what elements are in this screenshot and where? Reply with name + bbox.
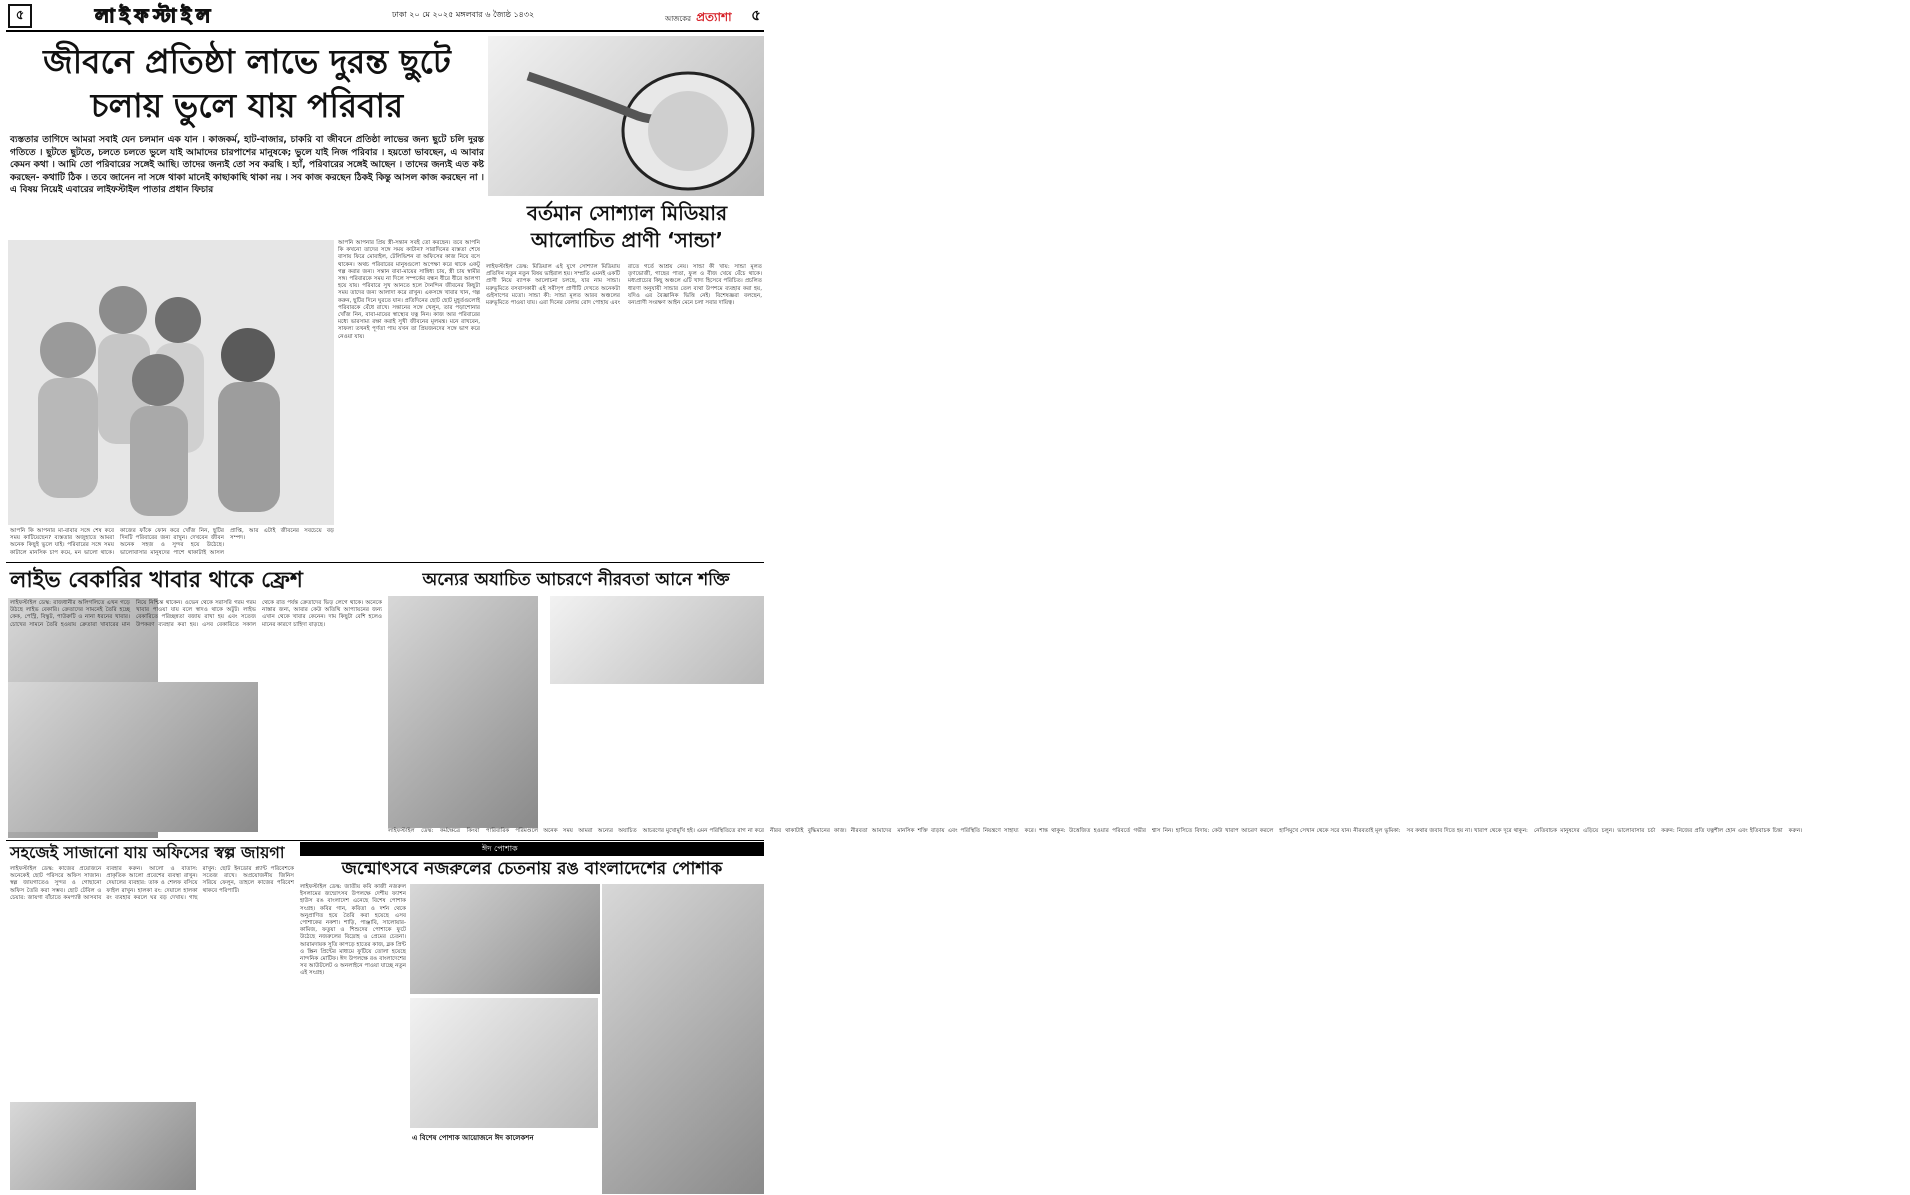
silence-body: লাইফস্টাইল ডেস্ক: কর্মক্ষেত্রে কিংবা পারিবারিক পরিমণ্ডলে অনেক সময় আমরা অন্যের অযাচিত আচরণের মুখোমুখি হই। এমন পরিস্থিতিতে রাগ না করে নীরব থাকাটাই বুদ্ধিমানের কাজ। নীরবতা আমাদের মানসিক শক্তি বাড়ায় এবং পরিস্থিতি নিয়ন্ত্রণে সাহায্য করে। শান্ত থাকুন: উত্তেজিত হওয়ার পরিবর্তে গভীর শ্বাস নিন। হাসিতে বিদায়: কেউ খারাপ আচরণ করলে হাসিমুখে সেখান থেকে সরে যান। নীরবতাই মূল ভূমিকা: সব কথার জবাব দিতে হয় না। খারাপ থেকে দূরে থাকুন: নেতিবাচক মানুষদের এড়িয়ে চলুন। ভালোবাসার চর্চা করুন: নিজের প্রতি যত্নশীল হোন এবং ইতিবাচক চিন্তা করুন। bbox=[388, 828, 1803, 834]
sanda-headline bbox=[490, 200, 764, 254]
eid-strip-label: ঈদ পোশাক bbox=[482, 844, 518, 853]
lizard-photo bbox=[488, 36, 764, 196]
eid-model-photo-3 bbox=[602, 884, 764, 1194]
family-illustration bbox=[8, 240, 334, 525]
eid-subhead: এ বিশেষ পোশাক আয়োজনে ঈদ কালেকশন bbox=[412, 1134, 534, 1142]
paper-prefix: আজকের bbox=[665, 15, 691, 23]
sanda-headline-line-2: আলোচিত প্রাণী ‘সান্ডা’ bbox=[530, 228, 724, 252]
page-number-right: ৫ bbox=[751, 6, 761, 24]
eid-headline: জন্মোৎসবে নজরুলের চেতনায় রঙ বাংলাদেশের পোশাক bbox=[341, 859, 723, 879]
section-rule-1 bbox=[6, 562, 764, 563]
lead-intro: ব্যস্ততার তাগিদে আমরা সবাই যেন চলমান এক যান । কাজকর্ম, হাট-বাজার, চাকরি বা জীবনে প্রতিষ্ঠা লাভের জন্য ছুটে চলি দুরন্ত গতিতে । ছুটতে ছুটতে, চলতে চলতে ভুলে যাই আমাদের চারপাশের মানুষকে; ভুলে যাই নিজ পরিবার । হয়তো ভাবছেন, এ আবার কেমন কথা । আমি তো পরিবারের সঙ্গেই আছি। তাদের জন্যই তো সব করছি । হ্যাঁ, পরিবারের সঙ্গেই আছেন । তাদের জন্যই এত কষ্ট করছেন- কথাটি ঠিক । তবে জানেন না সঙ্গে থাকা মানেই কাছাকাছি থাকা নয় । সব কাজ করছেন ঠিকই কিন্তু আসল কাজ করছেন না । এ বিষয় নিয়েই এবারের লাইফস্টাইল পাতার প্রধান ফিচার bbox=[10, 135, 484, 195]
silence-headline: অন্যের অযাচিত আচরণে নীরবতা আনে শক্তি bbox=[422, 570, 730, 590]
lizard-illustration bbox=[488, 36, 764, 196]
masthead bbox=[0, 0, 770, 30]
eid-model-photo-2 bbox=[410, 998, 598, 1128]
section-name: লাইফস্টাইল bbox=[95, 5, 216, 27]
office-headline: সহজেই সাজানো যায় অফিসের স্বল্প জায়গা bbox=[10, 843, 285, 862]
lead-column-right: আপনি আপনার প্রিয় স্ত্রী-সন্তান সবই তো করছেন। তবে আপনি কি কখনো তাদের সঙ্গে সময় কাটান? সারাদিনের ব্যস্ততা শেষে বাসায় ফিরে মোবাইল, টেলিভিশন বা অফিসের কাজ নিয়ে বসে থাকেন। অথচ পরিবারের মানুষগুলো অপেক্ষা করে থাকে একটু গল্প করার জন্য। সন্তান বাবা-মায়ের সান্নিধ্য চায়, স্ত্রী চায় স্বামীর সঙ্গ। পরিবারকে সময় না দিলে সম্পর্কের বন্ধন ধীরে ধীরে আলগা হয়ে যায়। পরিবারে সুখ আনতে হলে দৈনন্দিন জীবনের কিছুটা সময় তাদের জন্য আলাদা করে রাখুন। একসঙ্গে খাবার খান, গল্প করুন, ছুটির দিনে ঘুরতে যান। প্রতিদিনের ছোট ছোট মুহূর্তগুলোই পরিবারকে বেঁধে রাখে। সন্তানের সঙ্গে খেলুন, তার পড়াশোনার খোঁজ নিন, বাবা-মায়ের স্বাস্থ্যের যত্ন নিন। কাজ আর পরিবারের মধ্যে ভারসাম্য রক্ষা করাই সুখী জীবনের মূলমন্ত্র। মনে রাখবেন, সাফল্য তখনই পূর্ণতা পায় যখন তা প্রিয়জনদের সঙ্গে ভাগ করে নেওয়া যায়। bbox=[338, 240, 480, 340]
lead-bottom-columns: আপনি কি আপনার মা-বাবার সঙ্গে শেষ কবে সময় কাটিয়েছেন? ব্যস্ততার অজুহাতে আমরা অনেক কিছুই ভুলে যাই। পরিবারের সঙ্গে সময় কাটালে মানসিক চাপ কমে, মন ভালো থাকে। কাজের ফাঁকে ফোন করে খোঁজ নিন, ছুটির দিনটি পরিবারের জন্য রাখুন। দেখবেন জীবন অনেক সহজ ও সুন্দর হয়ে উঠেছে। ভালোবাসার মানুষদের পাশে থাকাটাই আসল প্রাপ্তি, আর এটাই জীবনের সবচেয়ে বড় সম্পদ। bbox=[10, 528, 334, 556]
bakery-body: লাইফস্টাইল ডেস্ক: রাজধানীর অলিগলিতে এখন গড়ে উঠছে লাইভ বেকারি। ক্রেতাদের সামনেই তৈরি হচ্ছে কেক, পেস্ট্রি, বিস্কুট, পাউরুটি ও নানা ধরনের খাবার। চোখের সামনে তৈরি হওয়ায় ক্রেতারা খাবারের মান নিয়ে নিশ্চিন্ত থাকেন। ওভেন থেকে সরাসরি গরম গরম খাবার পাওয়া যায় বলে স্বাদও থাকে অটুট। লাইভ বেকারিতে পরিচ্ছন্নতা বজায় রাখা হয় এবং সতেজ উপকরণ ব্যবহার করা হয়। এসব বেকারিতে সকাল থেকে রাত পর্যন্ত ক্রেতাদের ভিড় লেগে থাকে। অনেকে নাস্তার জন্য, আবার কেউ অতিথি আপ্যায়নের জন্য এখান থেকে খাবার কেনেন। দাম কিছুটা বেশি হলেও মানের কারণে চাহিদা বাড়ছে। bbox=[10, 600, 382, 628]
masthead-rule bbox=[6, 30, 764, 32]
office-body: লাইফস্টাইল ডেস্ক: কাজের প্রয়োজনে অনেকেই ছোট পরিসরে অফিস সাজান। স্বল্প জায়গাতেও সুন্দর ও গোছানো অফিস তৈরি করা সম্ভব। ছোট টেবিল ও চেয়ার: জায়গা বাঁচাতে কমপ্যাক্ট আসবাব ব্যবহার করুন। আলো ও বাতাস: প্রাকৃতিক আলো প্রবেশের ব্যবস্থা রাখুন। দেয়ালের ব্যবহার: তাক ও শেলফ বসিয়ে ফাইল রাখুন। হালকা রং: দেয়ালে হালকা রং ব্যবহার করলে ঘর বড় দেখায়। গাছ রাখুন: ছোট ইনডোর প্ল্যান্ট পরিবেশকে সতেজ রাখে। অপ্রয়োজনীয় জিনিস সরিয়ে ফেলুন, তাহলে কাজের পরিবেশ থাকবে পরিপাটি। bbox=[10, 866, 294, 901]
eid-strip bbox=[300, 842, 764, 856]
lead-headline-line-2: চলায় ভুলে যায় পরিবার bbox=[90, 86, 404, 125]
lead-headline bbox=[8, 40, 486, 128]
sanda-headline-line-1: বর্তমান সোশ্যাল মিডিয়ার bbox=[526, 201, 728, 225]
lead-headline-line-1: জীবনে প্রতিষ্ঠা লাভে দুরন্ত ছুটে bbox=[43, 42, 451, 81]
woman-photo bbox=[550, 596, 764, 684]
office-photo bbox=[10, 1102, 196, 1190]
paper-name: প্রত্যাশা bbox=[696, 10, 732, 24]
eid-model-photo-1 bbox=[410, 884, 600, 994]
sanda-body: লাইফস্টাইল ডেস্ক: মিডিয়াল এই যুগে সোশ্যাল মিডিয়ায় প্রতিদিন নতুন নতুন বিষয় ভাইরাল হয়। সম্প্রতি এমনই একটি প্রাণী নিয়ে ব্যাপক আলোচনা চলছে, যার নাম সান্ডা। মরুভূমিতে বসবাসকারী এই সরীসৃপ প্রাণীটি দেখতে অনেকটা গুইসাপের মতো। সান্ডা কী: সান্ডা মূলত আরব অঞ্চলের মরুভূমিতে পাওয়া যায়। এরা দিনের বেলায় রোদ পোহায় এবং রাতে গর্তে আশ্রয় নেয়। সান্ডা কী খায়: সান্ডা মূলত তৃণভোজী, গাছের পাতা, ফুল ও বীজ খেয়ে বেঁচে থাকে। মধ্যপ্রাচ্যের কিছু অঞ্চলে এটি খাদ্য হিসেবে পরিচিত। প্রচলিত ধারণা অনুযায়ী সান্ডার তেল ব্যথা উপশমে ব্যবহার করা হয়, যদিও এর বৈজ্ঞানিক ভিত্তি নেই। বিশেষজ্ঞরা বলছেন, বন্যপ্রাণী সংরক্ষণ আইন মেনে চলা সবার দায়িত্ব। bbox=[486, 264, 762, 307]
bakery-display-photo bbox=[8, 682, 258, 832]
dateline: ঢাকা ২০ মে ২০২৫ মঙ্গলবার ৬ জ্যৈষ্ঠ ১৪৩২ bbox=[392, 10, 535, 19]
section-rule-2 bbox=[6, 840, 764, 841]
paper-logo bbox=[665, 6, 745, 22]
family-photo bbox=[8, 240, 334, 525]
page-number-left: ৫ bbox=[8, 4, 32, 28]
eid-body: লাইফস্টাইল ডেস্ক: জাতীয় কবি কাজী নজরুল ইসলামের জন্মোৎসব উপলক্ষে দেশীয় ফ্যাশন হাউস রঙ বাংলাদেশ এনেছে বিশেষ পোশাক সংগ্রহ। কবির গান, কবিতা ও দর্শন থেকে অনুপ্রাণিত হয়ে তৈরি করা হয়েছে এসব পোশাকের নকশা। শাড়ি, পাঞ্জাবি, সালোয়ার-কামিজ, ফতুয়া ও শিশুদের পোশাকে ফুটে উঠেছে নজরুলের বিদ্রোহ ও প্রেমের চেতনা। আরামদায়ক সুতি কাপড়ে হাতের কাজ, ব্লক প্রিন্ট ও স্ক্রিন প্রিন্টের মাধ্যমে ফুটিয়ে তোলা হয়েছে নান্দনিক মোটিফ। ঈদ উপলক্ষে রঙ বাংলাদেশের সব আউটলেট ও অনলাইনে পাওয়া যাচ্ছে নতুন এই সংগ্রহ। bbox=[300, 884, 406, 977]
bakery-headline: লাইভ বেকারির খাবার থাকে ফ্রেশ bbox=[10, 568, 303, 593]
